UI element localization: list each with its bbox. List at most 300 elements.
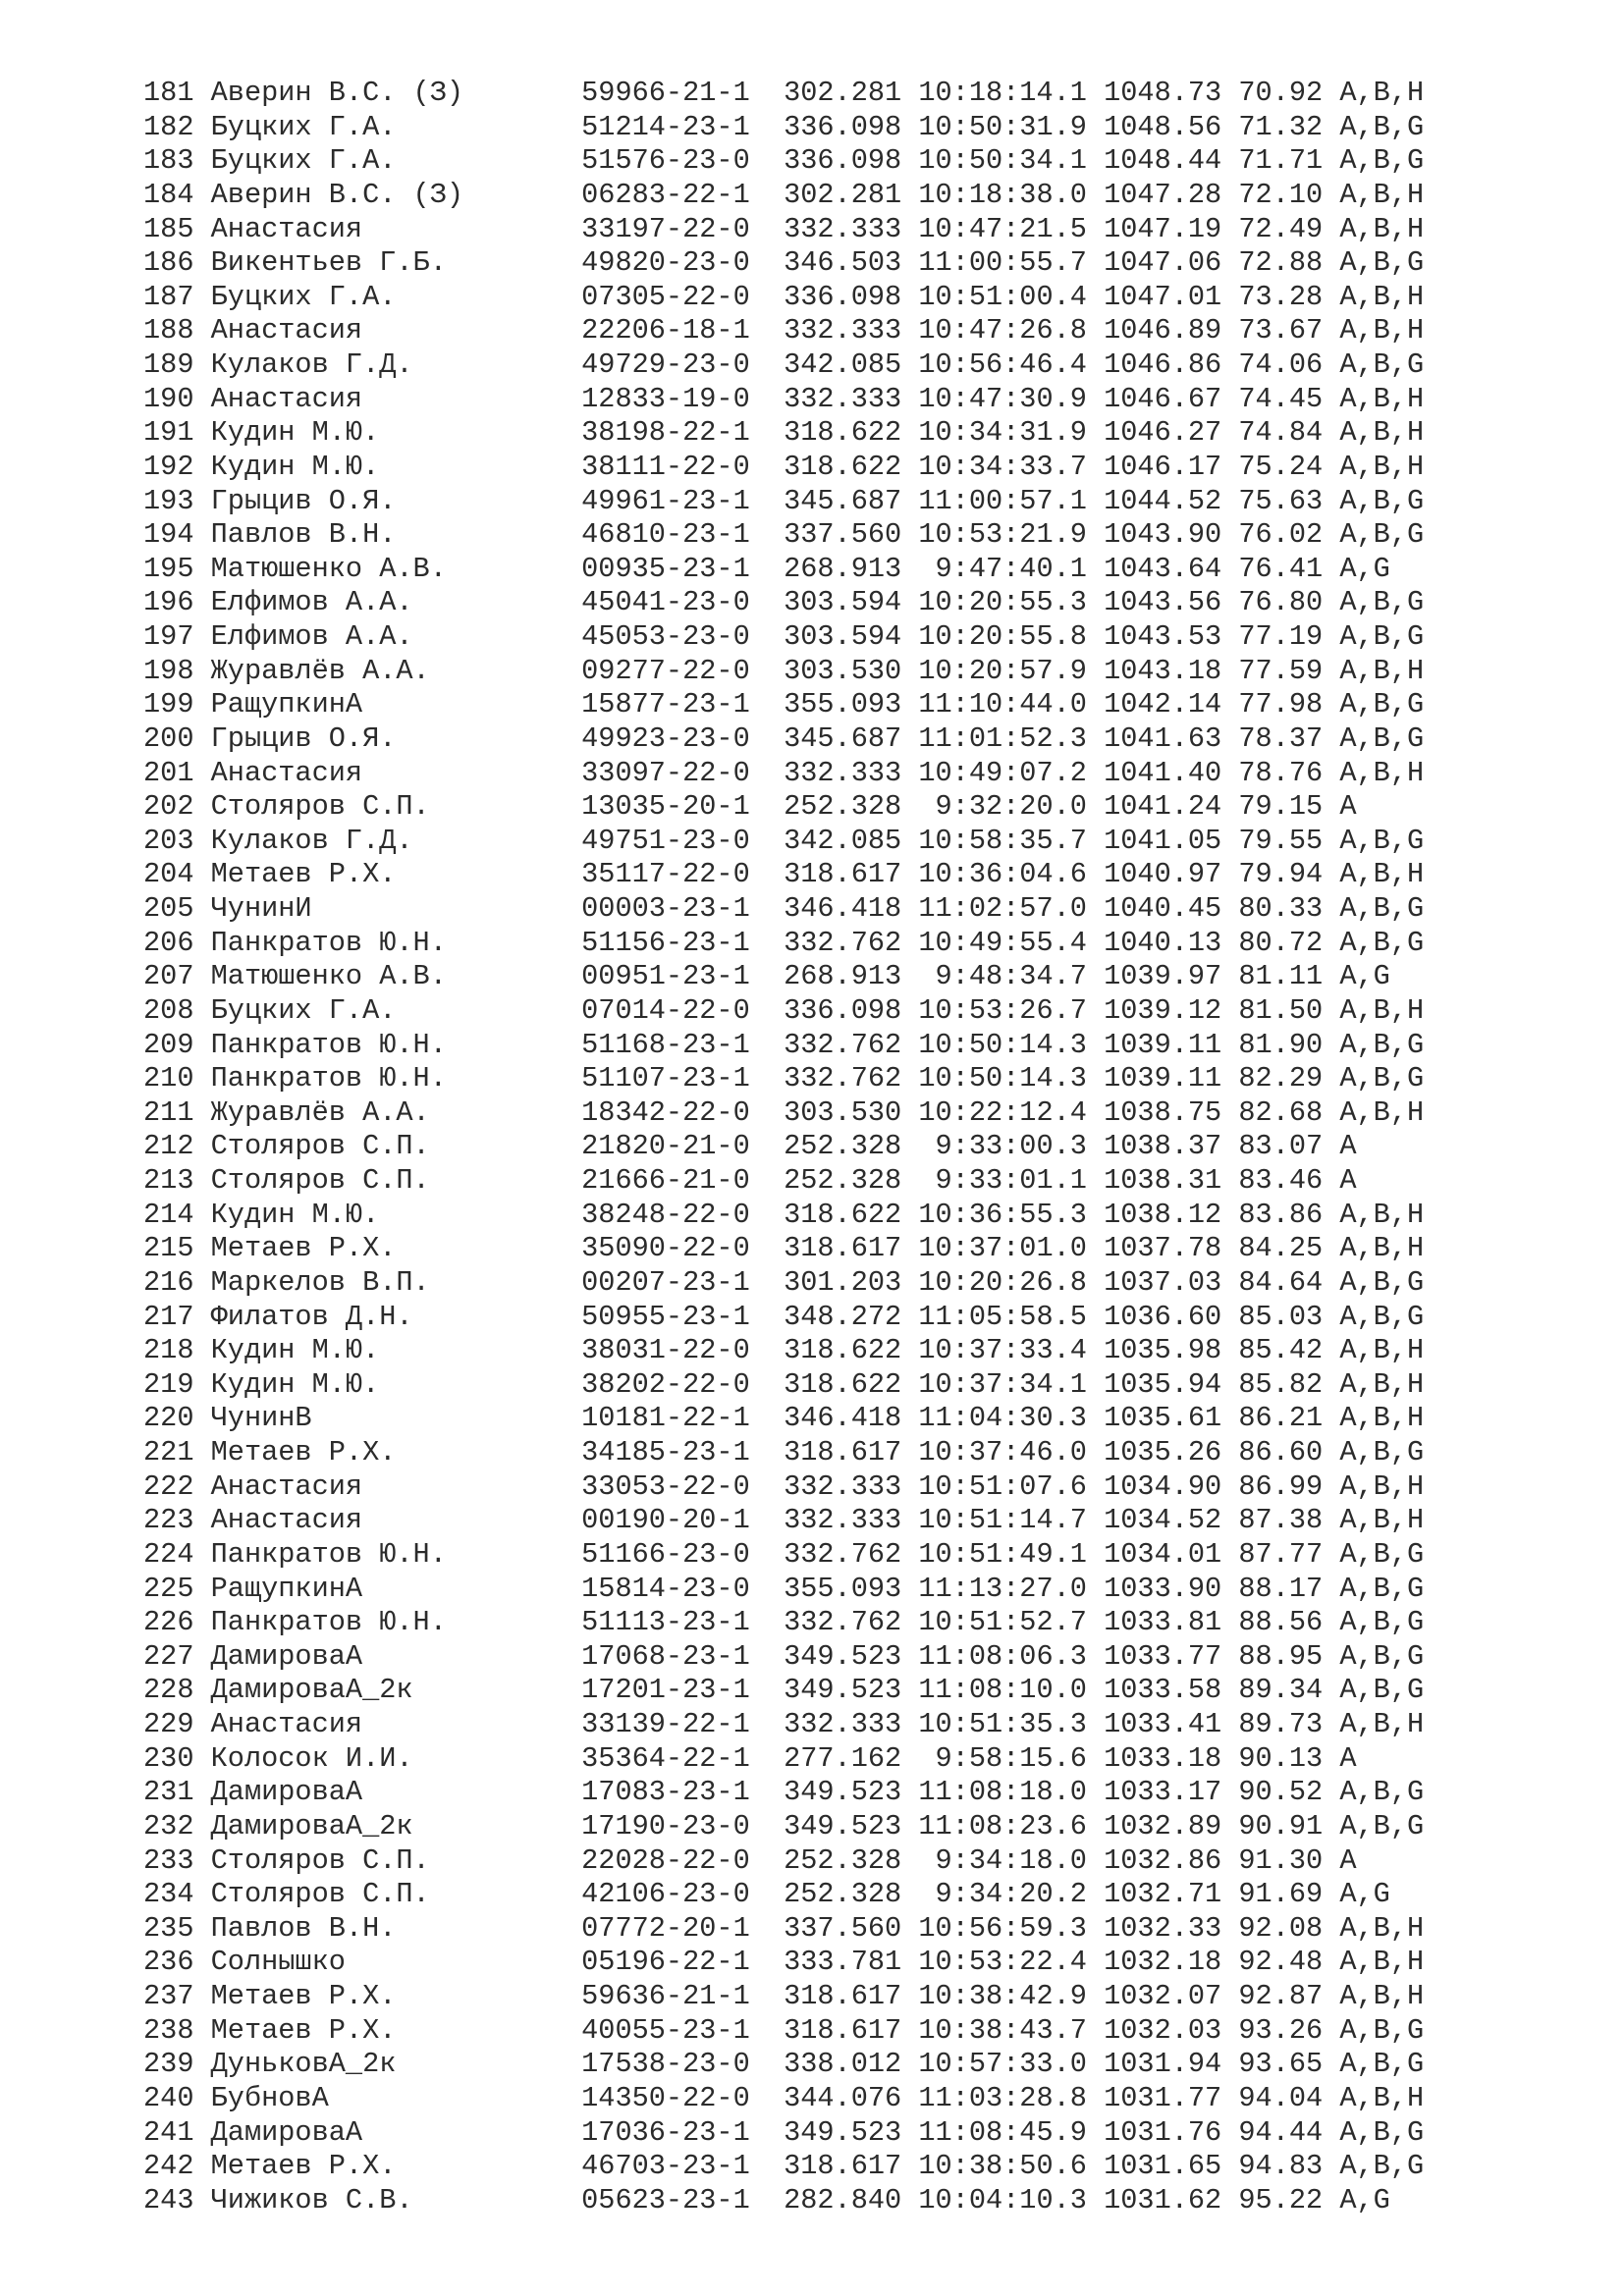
cell-coef: 93.65 — [1238, 2048, 1340, 2081]
cell-groups: A,B,G — [1339, 246, 1425, 280]
cell-groups: A,B,H — [1339, 1469, 1425, 1503]
cell-ring: 38111-22-0 — [581, 450, 785, 483]
cell-time: 11:00:57.1 — [918, 484, 1105, 517]
cell-groups: A,B,G — [1339, 688, 1425, 721]
cell-speed: 1033.41 — [1104, 1708, 1239, 1740]
result-row — [143, 927, 1424, 961]
cell-coef: 81.50 — [1238, 993, 1340, 1027]
cell-speed: 1035.94 — [1104, 1367, 1239, 1401]
cell-time: 10:51:14.7 — [918, 1504, 1105, 1537]
cell-groups: A,B,G — [1339, 1436, 1425, 1468]
cell-speed: 1041.05 — [1104, 824, 1239, 857]
cell-coef: 86.21 — [1238, 1402, 1340, 1435]
cell-speed: 1046.67 — [1104, 382, 1239, 415]
cell-time: 10:53:21.9 — [918, 518, 1105, 552]
cell-distance: 268.913 — [784, 552, 919, 585]
cell-place: 239 — [143, 2048, 211, 2081]
cell-ring: 22206-18-1 — [581, 314, 785, 347]
cell-speed: 1042.14 — [1104, 688, 1239, 721]
cell-time: 10:04:10.3 — [918, 2183, 1105, 2216]
cell-groups: A,B,H — [1339, 382, 1425, 415]
cell-place: 241 — [143, 2115, 211, 2149]
result-row — [143, 1368, 1424, 1403]
cell-place: 186 — [143, 246, 211, 280]
cell-ring: 21666-21-0 — [581, 1164, 785, 1197]
cell-ring: 15814-23-0 — [581, 1572, 785, 1605]
cell-time: 9:58:15.6 — [918, 1741, 1105, 1775]
cell-ring: 59636-21-1 — [581, 1980, 785, 2012]
cell-place: 234 — [143, 1878, 211, 1911]
cell-place: 218 — [143, 1334, 211, 1367]
cell-time: 10:51:35.3 — [918, 1708, 1105, 1740]
cell-ring: 33097-22-0 — [581, 756, 785, 789]
cell-time: 11:02:57.0 — [918, 892, 1105, 925]
cell-coef: 80.72 — [1238, 926, 1340, 959]
cell-name: Матюшенко А.В. — [210, 552, 582, 585]
cell-time: 11:08:23.6 — [918, 1809, 1105, 1842]
cell-ring: 49961-23-1 — [581, 484, 785, 517]
cell-time: 10:37:46.0 — [918, 1436, 1105, 1468]
cell-speed: 1032.33 — [1104, 1911, 1239, 1945]
cell-coef: 89.73 — [1238, 1708, 1340, 1740]
cell-place: 214 — [143, 1198, 211, 1231]
cell-place: 199 — [143, 688, 211, 721]
cell-speed: 1037.03 — [1104, 1265, 1239, 1299]
cell-place: 201 — [143, 756, 211, 789]
result-row — [143, 2150, 1424, 2184]
cell-place: 182 — [143, 110, 211, 143]
cell-ring: 51214-23-1 — [581, 110, 785, 143]
cell-name: Буцких Г.А. — [210, 280, 582, 313]
result-row — [143, 1470, 1424, 1505]
cell-distance: 268.913 — [784, 960, 919, 993]
cell-speed: 1039.12 — [1104, 993, 1239, 1027]
cell-coef: 88.95 — [1238, 1639, 1340, 1673]
cell-time: 10:50:14.3 — [918, 1062, 1105, 1095]
cell-time: 10:20:26.8 — [918, 1265, 1105, 1299]
cell-groups: A,B,G — [1339, 1265, 1425, 1299]
cell-name: Анастасия — [210, 382, 582, 415]
cell-distance: 318.622 — [784, 416, 919, 450]
cell-name: Буцких Г.А. — [210, 110, 582, 143]
cell-distance: 345.687 — [784, 484, 919, 517]
cell-groups: A,B,H — [1339, 178, 1425, 211]
cell-name: ЧунинИ — [210, 892, 582, 925]
cell-ring: 10181-22-1 — [581, 1402, 785, 1435]
cell-coef: 81.11 — [1238, 960, 1340, 993]
cell-speed: 1039.11 — [1104, 1028, 1239, 1061]
cell-distance: 355.093 — [784, 688, 919, 721]
cell-distance: 303.594 — [784, 620, 919, 653]
cell-time: 9:34:18.0 — [918, 1843, 1105, 1877]
result-row — [143, 1436, 1424, 1470]
cell-name: Метаев Р.Х. — [210, 2150, 582, 2183]
result-row — [143, 281, 1424, 315]
cell-groups: A,B,H — [1339, 416, 1425, 450]
cell-groups: A,B,H — [1339, 1980, 1425, 2012]
cell-time: 10:36:04.6 — [918, 858, 1105, 891]
result-row — [143, 757, 1424, 791]
cell-ring: 17201-23-1 — [581, 1674, 785, 1707]
cell-place: 191 — [143, 416, 211, 450]
result-row — [143, 1266, 1424, 1301]
result-row — [143, 213, 1424, 247]
cell-speed: 1032.71 — [1104, 1878, 1239, 1911]
cell-speed: 1035.26 — [1104, 1436, 1239, 1468]
cell-ring: 07014-22-0 — [581, 993, 785, 1027]
cell-coef: 76.41 — [1238, 552, 1340, 585]
cell-groups: A — [1339, 1164, 1357, 1197]
result-row — [143, 1606, 1424, 1640]
cell-name: ДамироваА_2к — [210, 1809, 582, 1842]
cell-coef: 84.25 — [1238, 1232, 1340, 1265]
cell-groups: A,B,G — [1339, 2150, 1425, 2183]
cell-distance: 332.762 — [784, 1062, 919, 1095]
result-row — [143, 825, 1424, 859]
result-row — [143, 1708, 1424, 1742]
result-row — [143, 1674, 1424, 1708]
cell-groups: A — [1339, 1741, 1357, 1775]
cell-ring: 00935-23-1 — [581, 552, 785, 585]
cell-distance: 303.530 — [784, 654, 919, 687]
cell-coef: 94.83 — [1238, 2150, 1340, 2183]
cell-speed: 1039.11 — [1104, 1062, 1239, 1095]
result-row — [143, 1301, 1424, 1335]
cell-ring: 51113-23-1 — [581, 1606, 785, 1639]
cell-groups: A,B,G — [1339, 348, 1425, 381]
cell-time: 11:04:30.3 — [918, 1402, 1105, 1435]
cell-coef: 83.86 — [1238, 1198, 1340, 1231]
cell-speed: 1032.07 — [1104, 1980, 1239, 2012]
cell-time: 10:47:26.8 — [918, 314, 1105, 347]
cell-groups: A,B,G — [1339, 144, 1425, 178]
cell-name: Павлов В.Н. — [210, 518, 582, 552]
cell-ring: 38202-22-0 — [581, 1367, 785, 1401]
cell-speed: 1048.73 — [1104, 77, 1239, 109]
cell-name: Метаев Р.Х. — [210, 2013, 582, 2047]
cell-ring: 51168-23-1 — [581, 1028, 785, 1061]
cell-place: 202 — [143, 790, 211, 824]
cell-name: Матюшенко А.В. — [210, 960, 582, 993]
cell-ring: 38198-22-1 — [581, 416, 785, 450]
cell-coef: 84.64 — [1238, 1265, 1340, 1299]
cell-ring: 35364-22-1 — [581, 1741, 785, 1775]
cell-place: 236 — [143, 1946, 211, 1979]
cell-coef: 89.34 — [1238, 1674, 1340, 1707]
cell-time: 10:56:59.3 — [918, 1911, 1105, 1945]
cell-coef: 83.46 — [1238, 1164, 1340, 1197]
cell-time: 10:53:22.4 — [918, 1946, 1105, 1979]
cell-name: Елфимов А.А. — [210, 586, 582, 619]
cell-speed: 1044.52 — [1104, 484, 1239, 517]
cell-coef: 72.49 — [1238, 212, 1340, 245]
cell-coef: 71.32 — [1238, 110, 1340, 143]
cell-distance: 333.781 — [784, 1946, 919, 1979]
cell-distance: 318.617 — [784, 2150, 919, 2183]
cell-place: 224 — [143, 1537, 211, 1571]
cell-name: Метаев Р.Х. — [210, 858, 582, 891]
cell-coef: 77.98 — [1238, 688, 1340, 721]
cell-name: Анастасия — [210, 212, 582, 245]
cell-coef: 83.07 — [1238, 1130, 1340, 1163]
cell-name: Кудин М.Ю. — [210, 416, 582, 450]
cell-coef: 92.48 — [1238, 1946, 1340, 1979]
cell-time: 10:49:55.4 — [918, 926, 1105, 959]
cell-distance: 252.328 — [784, 1843, 919, 1877]
cell-groups: A,B,G — [1339, 2013, 1425, 2047]
cell-speed: 1039.97 — [1104, 960, 1239, 993]
cell-speed: 1046.27 — [1104, 416, 1239, 450]
cell-name: Буцких Г.А. — [210, 993, 582, 1027]
cell-distance: 252.328 — [784, 1164, 919, 1197]
result-row — [143, 2048, 1424, 2082]
result-row — [143, 620, 1424, 655]
cell-groups: A,B,G — [1339, 1776, 1425, 1809]
cell-ring: 49729-23-0 — [581, 348, 785, 381]
cell-place: 196 — [143, 586, 211, 619]
cell-distance: 332.762 — [784, 1028, 919, 1061]
cell-time: 10:20:55.8 — [918, 620, 1105, 653]
cell-time: 10:56:46.4 — [918, 348, 1105, 381]
cell-time: 10:49:07.2 — [918, 756, 1105, 789]
cell-time: 9:34:20.2 — [918, 1878, 1105, 1911]
cell-ring: 51156-23-1 — [581, 926, 785, 959]
cell-distance: 336.098 — [784, 110, 919, 143]
cell-place: 221 — [143, 1436, 211, 1468]
cell-ring: 12833-19-0 — [581, 382, 785, 415]
cell-ring: 33139-22-1 — [581, 1708, 785, 1740]
cell-speed: 1031.65 — [1104, 2150, 1239, 2183]
cell-name: Аверин В.С. (З) — [210, 77, 582, 109]
cell-distance: 318.617 — [784, 1980, 919, 2012]
cell-groups: A,B,H — [1339, 1504, 1425, 1537]
cell-name: Журавлёв А.А. — [210, 654, 582, 687]
cell-speed: 1034.52 — [1104, 1504, 1239, 1537]
cell-distance: 277.162 — [784, 1741, 919, 1775]
cell-place: 188 — [143, 314, 211, 347]
cell-time: 10:22:12.4 — [918, 1095, 1105, 1129]
cell-place: 212 — [143, 1130, 211, 1163]
cell-ring: 07305-22-0 — [581, 280, 785, 313]
cell-distance: 252.328 — [784, 1130, 919, 1163]
cell-place: 235 — [143, 1911, 211, 1945]
cell-groups: A,B,G — [1339, 484, 1425, 517]
result-row — [143, 383, 1424, 417]
cell-ring: 49751-23-0 — [581, 824, 785, 857]
result-row — [143, 451, 1424, 485]
result-row — [143, 1640, 1424, 1675]
cell-time: 9:32:20.0 — [918, 790, 1105, 824]
cell-place: 206 — [143, 926, 211, 959]
result-row — [143, 485, 1424, 519]
result-row — [143, 1844, 1424, 1879]
cell-groups: A,B,H — [1339, 450, 1425, 483]
cell-coef: 70.92 — [1238, 77, 1340, 109]
cell-groups: A,B,G — [1339, 110, 1425, 143]
cell-ring: 51107-23-1 — [581, 1062, 785, 1095]
cell-name: Кудин М.Ю. — [210, 450, 582, 483]
cell-distance: 318.622 — [784, 1334, 919, 1367]
cell-coef: 82.29 — [1238, 1062, 1340, 1095]
result-row — [143, 1538, 1424, 1573]
cell-groups: A,B,H — [1339, 1232, 1425, 1265]
cell-distance: 301.203 — [784, 1265, 919, 1299]
cell-ring: 46810-23-1 — [581, 518, 785, 552]
cell-name: Метаев Р.Х. — [210, 1980, 582, 2012]
result-row — [143, 1199, 1424, 1233]
cell-time: 10:50:34.1 — [918, 144, 1105, 178]
cell-place: 187 — [143, 280, 211, 313]
cell-groups: A,G — [1339, 960, 1390, 993]
cell-place: 237 — [143, 1980, 211, 2012]
cell-time: 10:34:31.9 — [918, 416, 1105, 450]
cell-distance: 332.333 — [784, 212, 919, 245]
cell-name: Кудин М.Ю. — [210, 1198, 582, 1231]
cell-ring: 22028-22-0 — [581, 1843, 785, 1877]
cell-distance: 344.076 — [784, 2081, 919, 2114]
cell-distance: 318.622 — [784, 1367, 919, 1401]
cell-distance: 349.523 — [784, 1639, 919, 1673]
cell-coef: 85.03 — [1238, 1300, 1340, 1333]
cell-speed: 1033.58 — [1104, 1674, 1239, 1707]
result-row — [143, 1096, 1424, 1131]
cell-distance: 332.333 — [784, 756, 919, 789]
cell-time: 10:37:33.4 — [918, 1334, 1105, 1367]
cell-speed: 1034.01 — [1104, 1537, 1239, 1571]
cell-speed: 1033.90 — [1104, 1572, 1239, 1605]
cell-coef: 94.44 — [1238, 2115, 1340, 2149]
cell-ring: 14350-22-0 — [581, 2081, 785, 2114]
result-row — [143, 688, 1424, 722]
cell-speed: 1043.90 — [1104, 518, 1239, 552]
cell-place: 216 — [143, 1265, 211, 1299]
cell-time: 10:50:31.9 — [918, 110, 1105, 143]
cell-place: 200 — [143, 721, 211, 755]
cell-speed: 1043.64 — [1104, 552, 1239, 585]
cell-place: 233 — [143, 1843, 211, 1877]
result-row — [143, 1776, 1424, 1810]
result-row — [143, 1504, 1424, 1538]
cell-speed: 1037.78 — [1104, 1232, 1239, 1265]
cell-name: Анастасия — [210, 1469, 582, 1503]
cell-speed: 1033.18 — [1104, 1741, 1239, 1775]
result-row — [143, 892, 1424, 927]
cell-coef: 79.15 — [1238, 790, 1340, 824]
cell-groups: A,B,H — [1339, 756, 1425, 789]
result-row — [143, 1810, 1424, 1844]
result-row — [143, 111, 1424, 145]
cell-distance: 332.333 — [784, 1708, 919, 1740]
cell-groups: A,B,G — [1339, 1062, 1425, 1095]
cell-time: 11:08:06.3 — [918, 1639, 1105, 1673]
cell-ring: 00951-23-1 — [581, 960, 785, 993]
cell-distance: 337.560 — [784, 518, 919, 552]
cell-coef: 93.26 — [1238, 2013, 1340, 2047]
cell-time: 11:13:27.0 — [918, 1572, 1105, 1605]
cell-speed: 1038.37 — [1104, 1130, 1239, 1163]
cell-distance: 302.281 — [784, 77, 919, 109]
cell-ring: 35117-22-0 — [581, 858, 785, 891]
cell-distance: 349.523 — [784, 1809, 919, 1842]
cell-coef: 75.63 — [1238, 484, 1340, 517]
cell-name: Анастасия — [210, 314, 582, 347]
cell-time: 9:48:34.7 — [918, 960, 1105, 993]
cell-distance: 318.617 — [784, 858, 919, 891]
result-row — [143, 1912, 1424, 1947]
cell-coef: 87.77 — [1238, 1537, 1340, 1571]
cell-groups: A,B,G — [1339, 1606, 1425, 1639]
cell-ring: 59966-21-1 — [581, 77, 785, 109]
cell-time: 11:00:55.7 — [918, 246, 1105, 280]
cell-speed: 1032.03 — [1104, 2013, 1239, 2047]
cell-distance: 336.098 — [784, 993, 919, 1027]
cell-name: Журавлёв А.А. — [210, 1095, 582, 1129]
cell-coef: 79.55 — [1238, 824, 1340, 857]
cell-groups: A,B,G — [1339, 892, 1425, 925]
result-row — [143, 314, 1424, 348]
cell-groups: A,B,G — [1339, 1028, 1425, 1061]
cell-place: 211 — [143, 1095, 211, 1129]
cell-ring: 49820-23-0 — [581, 246, 785, 280]
cell-time: 10:34:33.7 — [918, 450, 1105, 483]
cell-coef: 77.59 — [1238, 654, 1340, 687]
cell-distance: 303.530 — [784, 1095, 919, 1129]
cell-distance: 348.272 — [784, 1300, 919, 1333]
cell-speed: 1041.63 — [1104, 721, 1239, 755]
cell-coef: 73.28 — [1238, 280, 1340, 313]
cell-time: 10:38:43.7 — [918, 2013, 1105, 2047]
cell-ring: 49923-23-0 — [581, 721, 785, 755]
cell-groups: A,G — [1339, 552, 1390, 585]
result-row — [143, 518, 1424, 553]
cell-place: 205 — [143, 892, 211, 925]
cell-time: 10:20:55.3 — [918, 586, 1105, 619]
cell-name: БубновА — [210, 2081, 582, 2114]
cell-ring: 34185-23-1 — [581, 1436, 785, 1468]
result-row — [143, 994, 1424, 1029]
cell-coef: 72.88 — [1238, 246, 1340, 280]
cell-distance: 318.617 — [784, 2013, 919, 2047]
cell-coef: 86.99 — [1238, 1469, 1340, 1503]
cell-groups: A,B,H — [1339, 77, 1425, 109]
cell-ring: 07772-20-1 — [581, 1911, 785, 1945]
cell-name: Грыцив О.Я. — [210, 721, 582, 755]
cell-groups: A,B,G — [1339, 1300, 1425, 1333]
cell-place: 222 — [143, 1469, 211, 1503]
cell-groups: A,B,G — [1339, 586, 1425, 619]
cell-name: ДамироваА — [210, 1776, 582, 1809]
cell-distance: 332.333 — [784, 314, 919, 347]
cell-place: 223 — [143, 1504, 211, 1537]
result-row — [143, 1334, 1424, 1368]
cell-distance: 282.840 — [784, 2183, 919, 2216]
cell-distance: 345.687 — [784, 721, 919, 755]
cell-speed: 1041.40 — [1104, 756, 1239, 789]
cell-speed: 1046.17 — [1104, 450, 1239, 483]
cell-ring: 45053-23-0 — [581, 620, 785, 653]
cell-speed: 1031.94 — [1104, 2048, 1239, 2081]
result-row — [143, 1742, 1424, 1777]
cell-speed: 1038.31 — [1104, 1164, 1239, 1197]
cell-distance: 336.098 — [784, 144, 919, 178]
cell-groups: A,B,H — [1339, 1708, 1425, 1740]
cell-groups: A,B,H — [1339, 1946, 1425, 1979]
cell-place: 203 — [143, 824, 211, 857]
cell-place: 219 — [143, 1367, 211, 1401]
cell-time: 10:51:52.7 — [918, 1606, 1105, 1639]
cell-coef: 79.94 — [1238, 858, 1340, 891]
cell-place: 183 — [143, 144, 211, 178]
